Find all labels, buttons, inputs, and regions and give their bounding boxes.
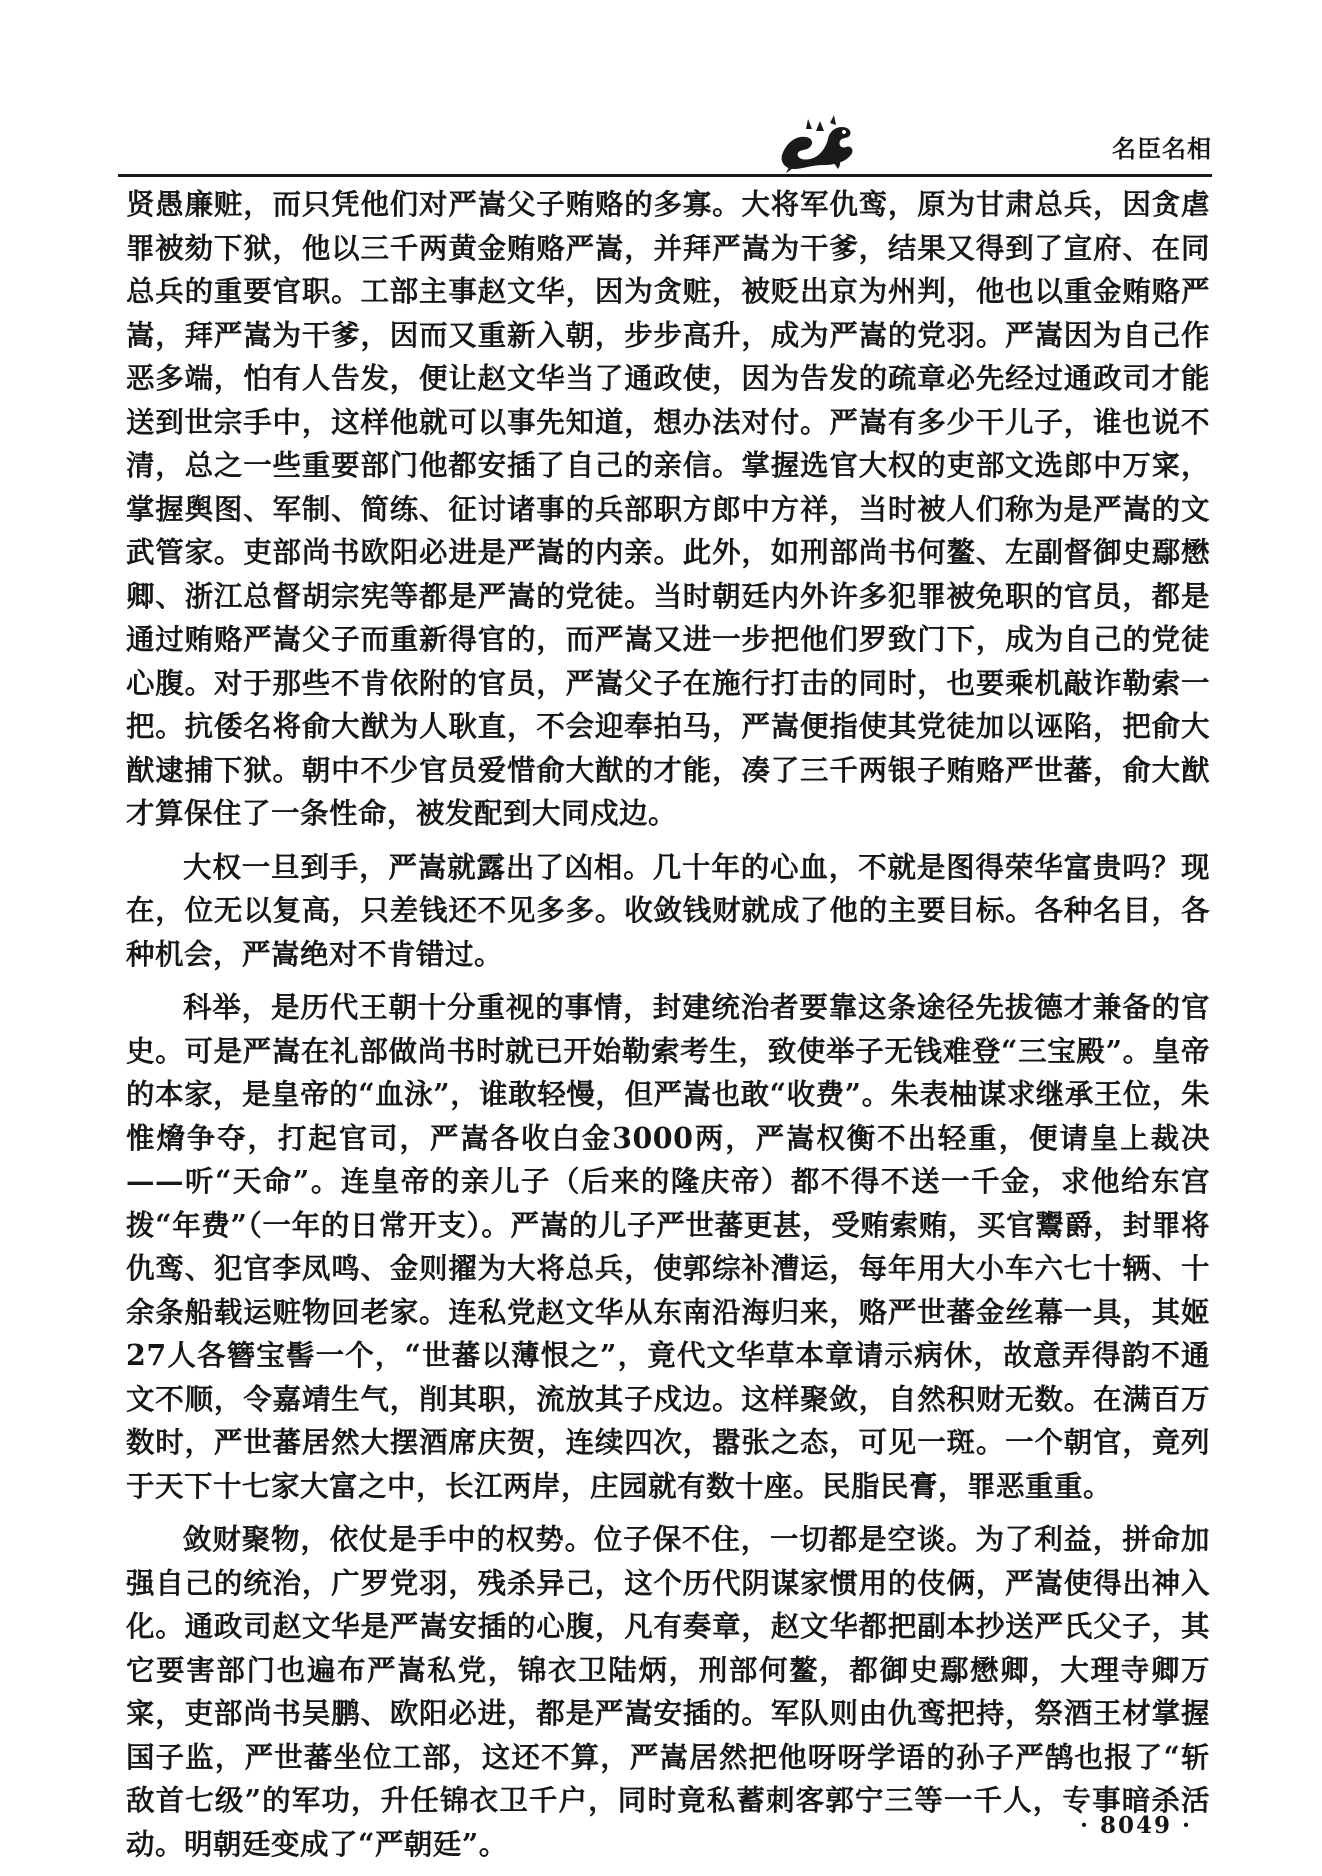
paragraph-4: 敛财聚物，依仗是手中的权势。位子保不住，一切都是空谈。为了利益，拼命加强自己的统治，广罗党羽，残杀异己，这个历代阴谋家惯用的伎俩，严嵩使得出神入化。通政司赵文华是严嵩安插的心腹，凡有奏章，赵文华都把副本抄送严氏父子，其它要害部门也遍布严嵩私党，锦衣卫陆炳，刑部何鳌，都御史鄢懋卿，大理寺卿万寀，吏部尚书吴鹏、欧阳必进，都是严嵩安插的。军队则由仇鸾把持，祭酒王材掌握国子监，严世蕃坐位工部，这还不算，严嵩居然把他呀呀学语的孙子严鹄也报了“斩敌首七级”的军功，升任锦衣卫千户，同时竟私蓄刺客郭宁三等一千人，专事暗杀活动。明朝廷变成了“严朝廷”。 <box>126 1522 1210 1861</box>
paragraph-1: 贤愚廉赃，而只凭他们对严嵩父子贿赂的多寡。大将军仇鸾，原为甘肃总兵，因贪虐罪被劾下狱，他以三千两黄金贿赂严嵩，并拜严嵩为干爹，结果又得到了宣府、在同总兵的重要官职。工部主事赵文华，因为贪赃，被贬出京为州判，他也以重金贿赂严嵩，拜严嵩为干爹，因而又重新入朝，步步高升，成为严嵩的党羽。严嵩因为自己作恶多端，怕有人告发，便让赵文华当了通政使，因为告发的疏章必先经过通政司才能送到世宗手中，这样他就可以事先知道，想办法对付。严嵩有多少干儿子，谁也说不清，总之一些重要部门他都安插了自己的亲信。掌握选官大权的吏部文选郎中万寀，掌握舆图、军制、简练、征讨诸事的兵部职方郎中方祥，当时被人们称为是严嵩的文武管家。吏部尚书欧阳必进是严嵩的内亲。此外，如刑部尚书何鳌、左副督御史鄢懋卿、浙江总督胡宗宪等都是严嵩的党徒。当时朝廷内外许多犯罪被免职的官员，都是通过贿赂严嵩父子而重新得官的，而严嵩又进一步把他们罗致门下，成为自己的党徒心腹。对于那些不肯依附的官员，严嵩父子在施行打击的同时，也要乘机敲诈勒索一把。抗倭名将俞大猷为人耿直，不会迎奉拍马，严嵩便指使其党徒加以诬陷，把俞大猷逮捕下狱。朝中不少官员爱惜俞大猷的才能，凑了三千两银子贿赂严世蕃，俞大猷才算保住了一条性命，被发配到大同戍边。 <box>126 187 1210 830</box>
dragon-emblem-icon <box>776 113 858 175</box>
text-body <box>126 183 1210 1876</box>
running-header <box>0 95 1322 185</box>
header-rule <box>118 174 1212 177</box>
header-title: 名臣名相 <box>1112 135 1212 163</box>
page-number: · 8049 · <box>1080 1812 1193 1839</box>
paragraph-2: 大权一旦到手，严嵩就露出了凶相。几十年的心血，不就是图得荣华富贵吗？现在，位无以复高，只差钱还不见多多。收敛钱财就成了他的主要目标。各种名目，各种机会，严嵩绝对不肯错过。 <box>126 849 1210 971</box>
paragraph-3: 科举，是历代王朝十分重视的事情，封建统治者要靠这条途径先拔德才兼备的官史。可是严嵩在礼部做尚书时就已开始勒索考生，致使举子无钱难登“三宝殿”。皇帝的本家，是皇帝的“血泳”，谁敢轻慢，但严嵩也敢“收费”。朱表柚谋求继承王位，朱惟熁争夺，打起官司，严嵩各收白金3000两，严嵩权衡不出轻重，便请皇上裁决——听“天命”。连皇帝的亲儿子（后来的隆庆帝）都不得不送一千金，求他给东宫拨“年费”（一年的日常开支）。严嵩的儿子严世蕃更甚，受贿索贿，买官鬻爵，封罪将仇鸾、犯官李凤鸣、金则擢为大将总兵，使郭综补漕运，每年用大小车六七十辆、十余条船载运赃物回老家。连私党赵文华从东南沿海归来，赂严世蕃金丝幕一具，其姬27人各簪宝髻一个，“世蕃以薄恨之”，竟代文华草本章请示病休，故意弄得韵不通文不顺，令嘉靖生气，削其职，流放其子戍边。这样聚敛，自然积财无数。在满百万数时，严世蕃居然大摆酒席庆贺，连续四次，嚣张之态，可见一斑。一个朝官，竟列于天下十七家大富之中，长江两岸，庄园就有数十座。民脂民膏，罪恶重重。 <box>126 990 1210 1503</box>
